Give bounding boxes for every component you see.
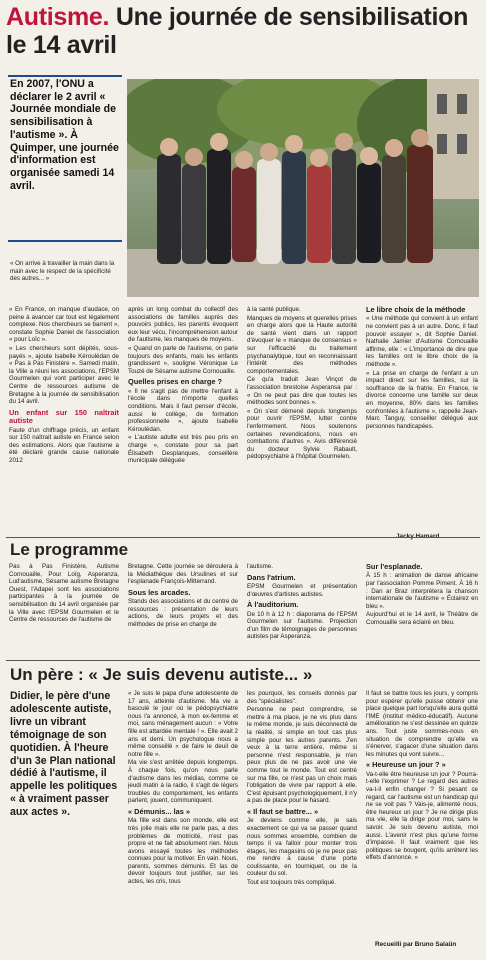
chapo: En 2007, l'ONU a déclarer le 2 avril « Journée mondiale de sensibilisation à l'autisme ». À Quimper, une journée d'information est organisée samedi 14 avril. — [10, 78, 119, 192]
chapo-rule-bottom — [8, 240, 122, 242]
prog-c3-p3: De 10 h à 12 h : diaporama de l'EPSM Gourmelen sur l'autisme. Projection d'un film de témoignages de personnes autistes par Asperanza. — [247, 610, 357, 641]
a1c1-subhead: Un enfant sur 150 naîtrait autiste — [9, 407, 119, 426]
a1c2-p3: « Il ne s'agit pas de mettre l'enfant à l'école dans n'importe quelles conditions. Mais il faut penser d'école, aussi le collège, de formation professionnelle », ajoute Isabelle Kéroulédan. — [128, 387, 238, 433]
pere-c3-subhead: « Heureuse un jour ? » — [366, 760, 446, 770]
pere-c2-subhead: « Il faut se battre... » — [247, 806, 319, 816]
prog-c3-p2: EPSM Gourmelen et présentation d'œuvres d'artistes autistes. — [247, 583, 357, 598]
article1-col4 — [366, 306, 478, 431]
pere-title: Un père : « Je suis devenu autiste... » — [10, 665, 313, 684]
pere-signature: Recueilli par Bruno Salaün — [375, 941, 457, 948]
headline-part1: Autisme. — [6, 3, 110, 31]
a1c1-p3: Faute d'un chiffrage précis, un enfant sur 150 naîtrait autiste en France selon des estimations. Alors que l'autisme a été déclaré grande cause nationale 2012 — [9, 426, 119, 464]
programme-col4 — [366, 563, 478, 628]
section-divider-1 — [6, 537, 480, 538]
programme-col1 — [9, 563, 119, 625]
a1c4-subhead: Le libre choix de la méthode — [366, 305, 466, 314]
programme-col3 — [247, 563, 357, 642]
headline — [6, 3, 482, 59]
article1-col3 — [247, 306, 357, 462]
prog-c2-subhead: Sous les arcades. — [128, 587, 191, 597]
prog-c4-p1: À 15 h : animation de danse africaine par l'association Pomme Piment. À 16 h : Dan ar Braz interprètera la chanson internationale de l'autisme « Éclairez en bleu ». — [366, 572, 478, 610]
programme-title: Le programme — [10, 540, 129, 559]
pere-c2-p3: Je deviens comme elle, je sais exactement ce qui va se passer quand nous sommes ensemble, combien de temps il va falloir pour monter trois étages, les magasins où je ne peux pas me rendre à cause d'une porte coulissante, en tourniquet, ou de la couleur du sol. — [247, 817, 357, 878]
pere-c1-p3: Ma fille est dans son monde, elle est très jolie mais elle ne parle pas, a des problèmes de motricité, n'est pas propre et ne fait absolument rien. Nous avons essayé toutes les méthodes connues pour la motiver. En vain. Nous, parents, sommes démunis. Et las de devoir toujours tout justifier, sur les actes, les cris, tous — [128, 817, 238, 886]
a1c4-p1: « Une méthode qui convient à un enfant ne convient pas à un autre. Donc, il faut pouvoir essayer », dit Sophie Daniel. Nathalie Jamier d'Autisme Cornouaille affirme, elle : « L'importance de dire que les familles ont le libre choix de la méthode ». — [366, 315, 478, 368]
prog-c4-p2: Aujourd'hui et le 14 avril, le Théâtre de Cornouaille sera éclairé en bleu. — [366, 611, 478, 626]
programme-col2 — [128, 563, 238, 630]
a1c3-p4: « On s'est démené depuis longtemps pour ouvrir l'EPSM, lutter contre l'enfermement. Nous soutenons certaines revendications, nous en combattons d'autres ». Avis différencié du docteur Sylvie Rabault, pédopsychiatre à l'hôpital Gourmelen. — [247, 407, 357, 461]
pere-col2 — [247, 690, 357, 888]
pere-col3 — [366, 690, 478, 863]
prog-c3-subhead2: À l'auditorium. — [247, 600, 299, 610]
prog-c3-subhead1: Dans l'atrium. — [247, 572, 296, 582]
pere-c2-p1: les pourquoi, les conseils donnés par des "spécialistes". — [247, 690, 357, 705]
prog-c4-subhead: Sur l'esplanade. — [366, 562, 423, 571]
a1c4-p2: « La prise en charge de l'enfant a un impact direct sur les familles, sur la souffrance de la fratrie. En France, le divorce concerne une famille sur deux en moyenne, 80% dans les familles confrontées à l'autisme », rappelle Jean-Marc Tanguy, conseiller délégué aux personnes handicapées. — [366, 369, 478, 430]
headline-part2: Une journée de sensibilisation le 14 avril — [6, 3, 469, 59]
photo-caption: « On arrive à travailler la main dans la main avec le respect de la spécificité des autres... » — [10, 260, 115, 283]
pere-c1-p2: Ma vie s'est arrêtée depuis longtemps. À chaque fois, qu'on nous parle d'autisme dans les médias, comme ce jeudi matin à la radio, il s'agit de légers troubles du comportement, les enfants parlent, jouent, communiquent. — [128, 759, 238, 805]
a1c2-p2: « Quand on parle de l'autisme, on parle toujours des enfants, mais les enfants grandissent », souligne Véronique Le Touzé de Sésame autisme Cornouaille. — [128, 344, 238, 375]
a1c3-p1: à la santé publique. — [247, 306, 301, 313]
a1c1-p1: « En France, on manque d'audace, on peine à avancer car tout est légalement complexe. Nos chercheurs se barrent », constate Sophie Daniel de l'association « pour Loïc ». — [9, 306, 119, 344]
pere-c3-p2: Va-t-elle être heureuse un jour ? Pourra-t-elle l'exprimer ? Le regard des autres va-t-il enfin changer ? Si pesant ce regard, car l'autisme est un handicap qui ne se voit pas ? Vais-je, alimenté nous, être heureux un jour ? Je ne dirige plus ma vie, elle la dirige pour moi, sans le savoir. Je suis devenu autiste, moi aussi. L'avenir n'est plus qu'une forme d'impasse. Il faut vraiment que les politiques se bougent, qu'ils arrêtent les effets d'annonce. » — [366, 770, 478, 862]
pere-c2-p2: Personne ne peut comprendre, se mettre à ma place, je ne vis plus dans le même monde, je suis déconnecté de la réalité, si simple en tout cas plus simple pour les autres parents. J'en veux à la terre entière, même si personne n'est responsable, je n'en peux plus de ne pas avoir une vie comme tout le monde. Tout est centré sur ma fille, ce n'est pas un choix mais l'obligation de vivre par rapport à elle. C'est épuisant psychologiquement, il n'y a pas de place pour le hasard. — [247, 706, 357, 805]
a1c2-subhead: Quelles prises en charge ? — [128, 377, 223, 387]
section-divider-2 — [6, 660, 480, 661]
group-photo — [127, 79, 479, 297]
a1c2-p4: « L'autiste adulte est très peu pris en charge », constate pour sa part Élisabeth Desplanques, conseillère municipale déléguée — [128, 434, 238, 465]
pere-c1-subhead: « Démunis... las » — [128, 806, 191, 816]
prog-c2-p2: Stands des associations et du centre de ressources : présentation de leurs actions, de leurs projets et des méthodes de prise en charge de — [128, 598, 238, 628]
a1c3-p2: Manques de moyens et querelles prises en charge alors que la Haute autorité de santé vient dans un rapport d'évoquer le « manque de consensus » sur l'efficacité du traitement psychanalytique, tout en reconnaissant l'intérêt des méthodes comportementales. — [247, 314, 357, 375]
pere-col1 — [128, 690, 238, 887]
group-photo-image — [127, 79, 479, 297]
prog-c2-p1: Bretagne. Cette journée se déroulera à la Médiathèque des Ursulines et sur l'esplanade François-Mitterrand. — [128, 563, 238, 586]
pere-c3-p1: Il faut se battre tous les jours, y compris pour espérer qu'elle puisse obtenir une place quelque part lorsqu'elle aura quitté l'IME (institut médico-éducatif). Aucune amélioration ne s'est dessinée en quinze ans. Tout juste sommes-nous en situation de comprendre qu'elle va s'énerver, s'agacer d'une situation dans les minutes qui vont suivre... — [366, 690, 478, 758]
prog-c1-p1: Pas à Pas Finistère, Autisme Cornouaille, Pour Loïg, Asperanza, Lud'autisme, Sésame autisme Bretagne Ouest, l'Adapei sont les associations participantes à la journée de sensibilisation du 14 avril organisée par la Ville avec l'EPSM Gourmelen et le Centre de ressources de l'autisme de — [9, 563, 119, 624]
pere-c2-p4: Tout est toujours très compliqué. — [247, 879, 337, 887]
pere-chapo: Didier, le père d'une adolescente autiste, livre un vibrant témoignage de son quotidien. À l'heure d'un 3e Plan national dédié à l'autisme, il appelle les politiques « à vraiment passer aux actes ». — [10, 690, 118, 819]
article1-col2 — [128, 306, 238, 466]
prog-c3-p1: l'autisme. — [247, 563, 273, 570]
a1c2-p1: après un long combat du collectif des associations de familles auprès des pouvoirs publics, les parents évoquent eux leur vécu, l'incompréhension autour de l'autisme, les manques de moyens. — [128, 306, 238, 344]
a1c3-p3: Ce qu'a traduit Jean Vinçot de l'association brestoise Asperansa par : « On ne peut pas dire que toutes les méthodes sont bonnes ». — [247, 376, 357, 407]
pere-c1-p1: « Je suis le papa d'une adolescente de 17 ans, atteinte d'autisme. Ma vie a basculé le jour où le pédopsychiatre nous l'a annoncé, à mon ex-femme et moi, sans ménagement aucun : « Votre fille est attardée mentale ! ». Elle avait 2 ans et demi. Un psychologue nous a même conseillé « de faire le deuil de notre fille ». — [128, 690, 238, 758]
chapo-rule-top — [8, 75, 122, 77]
article1-col1 — [9, 306, 119, 466]
a1c1-p2: « Les chercheurs sont dépités, sous-payés », ajoute Isabelle Kéroulédan de « Pas à Pas Finistère ». Samedi matin, la Ville a réuni les associations, l'EPSM Gourmelen qui vont participer avec le Centre de ressources autisme de Bretagne à la journée de sensibilisation du 14 avril. — [9, 344, 119, 406]
